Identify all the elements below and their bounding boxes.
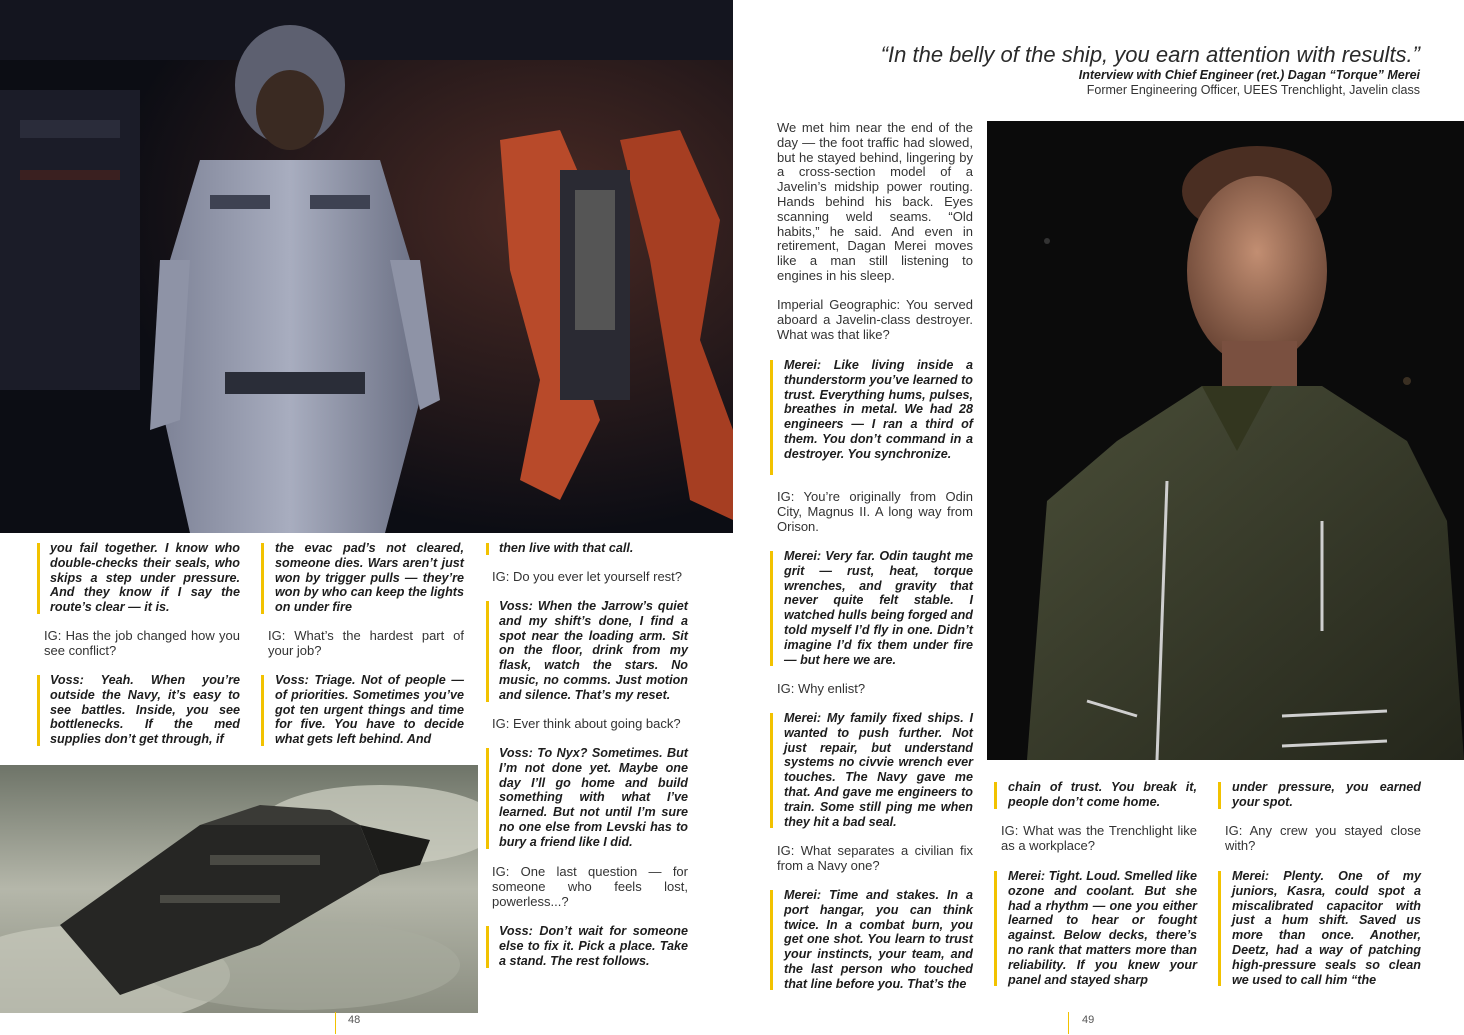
accent-bar (770, 713, 773, 828)
question-paragraph: IG: One last question — for someone who feels lost, powerless...? (492, 864, 688, 909)
intro-paragraph: We met him near the end of the day — the foot traffic had slowed, but he stayed behind, lingering by a cross-section model of a Javelin’s midship power routing. Hands behind his back. Eyes scanning weld seams. “Old habits,” he said. And even in retirement, Dagan Merei moves like a man still listening to engines in his sleep. (777, 120, 973, 283)
quote-paragraph: Merei: Time and stakes. In a port hangar, you can think twice. In a combat burn, you get one shot. You learn to trust your instincts, your team, and the last person who touched that line before you. That’s the (784, 888, 973, 991)
quote-paragraph: then live with that call. (499, 541, 634, 555)
question-paragraph: IG: You’re originally from Odin City, Magnus II. A long way from Orison. (777, 489, 973, 534)
page-number: 49 (1082, 1014, 1095, 1026)
quote-paragraph: chain of trust. You break it, people don’t come home. (1008, 780, 1197, 809)
quote-paragraph: Voss: Triage. Not of people — of priorities. Sometimes you’ve got ten urgent things and time for five. You have to decide what gets left behind. And (275, 673, 464, 747)
accent-bar (1218, 871, 1221, 986)
accent-bar (994, 871, 997, 986)
accent-bar (486, 543, 489, 555)
page-number-rule (1068, 1012, 1069, 1034)
question-paragraph: IG: What separates a civilian fix from a Navy one? (777, 843, 973, 873)
accent-bar (486, 926, 489, 968)
question-paragraph: IG: What was the Trenchlight like as a workplace? (1001, 823, 1197, 853)
photo-crew-member-flightsuit (0, 0, 733, 533)
quote-paragraph: Merei: Plenty. One of my juniors, Kasra, could spot a miscalibrated capacitor with just a hum shift. Saved us more than once. Another, Deetz, had a way of patching high-pressure seals so clean we used to call him “the (1232, 869, 1421, 987)
accent-bar (261, 543, 264, 614)
byline: Interview with Chief Engineer (ret.) Dagan “Torque” Merei (1078, 68, 1420, 82)
quote-paragraph: Voss: When the Jarrow’s quiet and my shift’s done, I find a spot near the loading arm. Sit on the floor, drink from my flask, watch the stars. No music, no comms. Just motion and silence. That’s my reset. (499, 599, 688, 702)
quote-paragraph: Voss: Yeah. When you’re outside the Navy, it’s easy to see battles. Inside, you see bottlenecks. If the med supplies don’t get through, if (50, 673, 240, 747)
question-paragraph: Imperial Geographic: You served aboard a Javelin-class destroyer. What was that like? (777, 297, 973, 342)
quote-paragraph: Merei: Very far. Odin taught me grit — rust, heat, torque wrenches, and gravity that never quite felt stable. I watched hulls being forged and told myself I’d fly in one. Didn’t imagine I’d fix them under fire — but here we are. (784, 549, 973, 667)
photo-portrait-chief-engineer (987, 121, 1464, 760)
quote-paragraph: Voss: To Nyx? Sometimes. But I’m not done yet. Maybe one day I’ll go home and build something with what I’ve learned. But not until I’m sure no one else from Levski has to bury a friend like I did. (499, 746, 688, 849)
photo-ship-in-clouds (0, 765, 478, 1013)
accent-bar (770, 890, 773, 990)
question-paragraph: IG: Has the job changed how you see conflict? (44, 628, 240, 658)
quote-paragraph: the evac pad’s not cleared, someone dies. Wars aren’t just won by trigger pulls — they’re won by who can keep the lights on under fire (275, 541, 464, 615)
question-paragraph: IG: Why enlist? (777, 681, 866, 696)
question-paragraph: IG: Do you ever let yourself rest? (492, 569, 683, 584)
quote-paragraph: Merei: Tight. Loud. Smelled like ozone and coolant. But she had a rhythm — one you either learned to hear or fought against. Below decks, there’s no rank that matters more than reliability. If you knew your panel and stayed sharp (1008, 869, 1197, 987)
accent-bar (486, 601, 489, 702)
accent-bar (37, 543, 40, 614)
accent-bar (770, 551, 773, 666)
quote-paragraph: under pressure, you earned your spot. (1232, 780, 1421, 809)
accent-bar (37, 675, 40, 746)
accent-bar (1218, 782, 1221, 809)
page-number-rule (335, 1012, 336, 1034)
headline-quote: “In the belly of the ship, you earn attention with results.” (880, 42, 1420, 67)
question-paragraph: IG: Ever think about going back? (492, 716, 681, 731)
page-number: 48 (348, 1014, 361, 1026)
question-paragraph: IG: What’s the hardest part of your job? (268, 628, 464, 658)
question-paragraph: IG: Any crew you stayed close with? (1225, 823, 1421, 853)
accent-bar (770, 360, 773, 475)
quote-paragraph: you fail together. I know who double-checks their seals, who skips a step under pressure. And they know if I say the route’s clear — it is. (50, 541, 240, 615)
accent-bar (261, 675, 264, 746)
accent-bar (994, 782, 997, 809)
quote-paragraph: Voss: Don’t wait for someone else to fix it. Pick a place. Take a stand. The rest follows. (499, 924, 688, 968)
quote-paragraph: Merei: Like living inside a thunderstorm you’ve learned to trust. Everything hums, pulses, breathes in metal. We had 28 engineers — I ran a third of them. You don’t command in a destroyer. You synchronize. (784, 358, 973, 461)
subline: Former Engineering Officer, UEES Trenchlight, Javelin class (1086, 83, 1420, 97)
quote-paragraph: Merei: My family fixed ships. I wanted to push further. Not just repair, but understand systems no civvie wrench ever touches. The Navy gave me that. And gave me engineers to train. Some still ping me when they hit a bad seal. (784, 711, 973, 829)
accent-bar (486, 748, 489, 849)
